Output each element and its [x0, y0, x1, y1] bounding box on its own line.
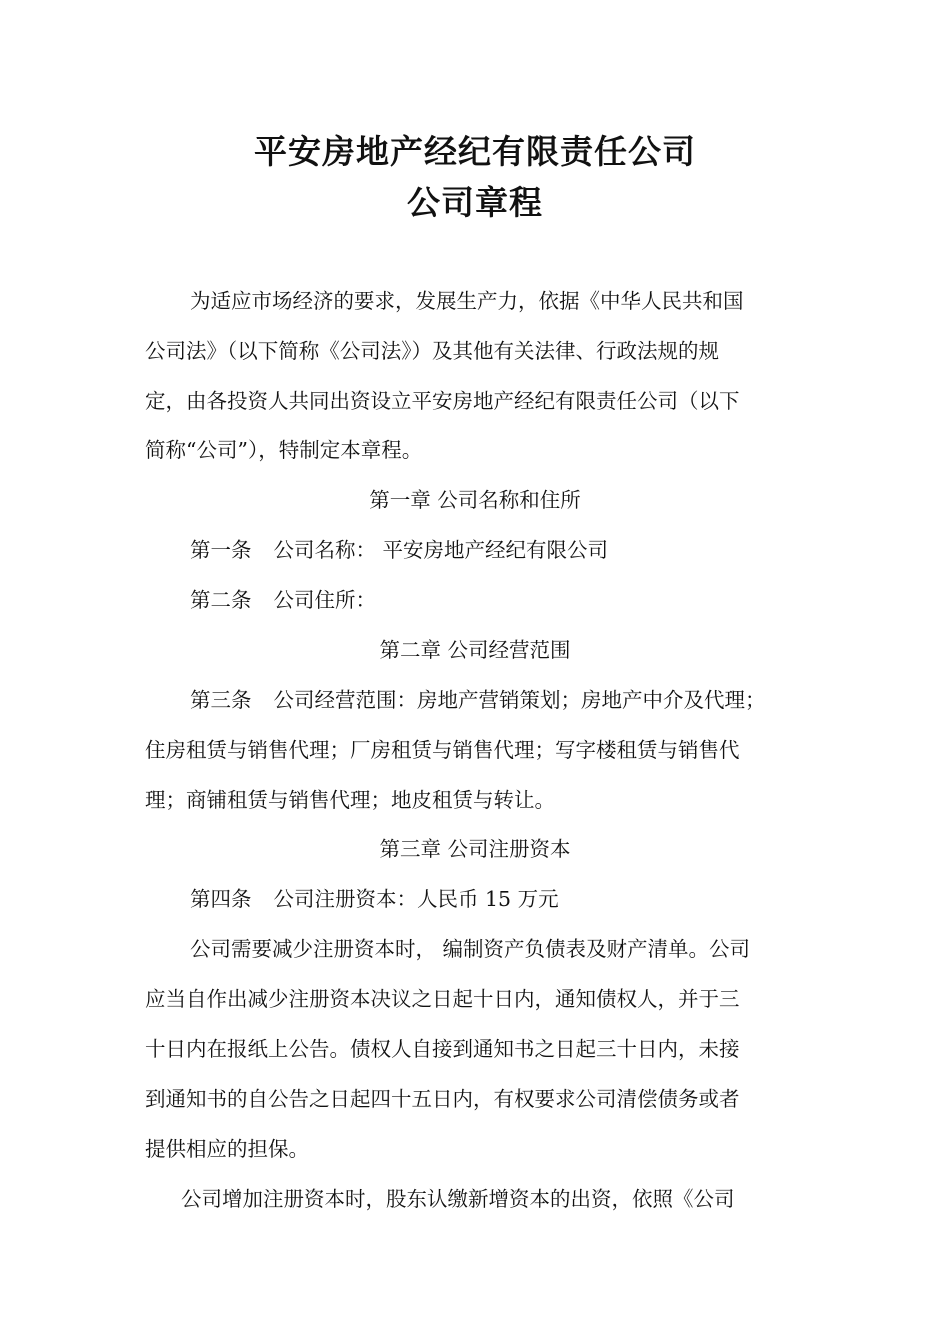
chapter-heading: 第一章 公司名称和住所: [369, 488, 581, 512]
chapter-heading: 第三章 公司注册资本: [379, 837, 571, 861]
preamble-line: 定，由各投资人共同出资设立平安房地产经纪有限责任公司（以下: [145, 389, 740, 413]
article-text: 公司名称： 平安房地产经纪有限公司: [273, 538, 609, 562]
paragraph-line: 公司增加注册资本时，股东认缴新增资本的出资，依照《公司: [181, 1187, 735, 1211]
paragraph-line: 十日内在报纸上公告。债权人自接到通知书之日起三十日内，未接: [145, 1037, 740, 1061]
article-1: [190, 536, 830, 564]
paragraph-line: 到通知书的自公告之日起四十五日内，有权要求公司清偿债务或者: [145, 1087, 740, 1111]
preamble-line: 简称“公司”），特制定本章程。: [145, 438, 423, 462]
article-3-line: 理；商铺租赁与销售代理；地皮租赁与转让。: [145, 788, 555, 812]
article-4: [190, 885, 830, 913]
article-number: 第四条: [190, 887, 252, 911]
article-number: 第三条: [190, 688, 252, 712]
paragraph-line: 公司需要减少注册资本时， 编制资产负债表及财产清单。公司: [190, 937, 751, 961]
article-text: 公司注册资本：人民币 15 万元: [273, 887, 559, 911]
document-title: 平安房地产经纪有限责任公司: [254, 132, 696, 171]
preamble-line: 为适应市场经济的要求，发展生产力，依据《中华人民共和国: [190, 289, 744, 313]
document-subtitle: 公司章程: [407, 183, 543, 222]
article-2: [190, 586, 830, 614]
paragraph-line: 应当自作出减少注册资本决议之日起十日内，通知债权人，并于三: [145, 987, 740, 1011]
preamble-line: 公司法》（以下简称《公司法》）及其他有关法律、行政法规的规: [145, 339, 719, 363]
article-text: 公司经营范围：房地产营销策划；房地产中介及代理；: [273, 688, 766, 712]
article-number: 第二条: [190, 588, 252, 612]
article-number: 第一条: [190, 538, 252, 562]
article-3: [190, 686, 830, 714]
chapter-heading: 第二章 公司经营范围: [379, 638, 571, 662]
article-text: 公司住所：: [273, 588, 376, 612]
article-3-line: 住房租赁与销售代理；厂房租赁与销售代理；写字楼租赁与销售代: [145, 738, 740, 762]
paragraph-line: 提供相应的担保。: [145, 1137, 309, 1161]
